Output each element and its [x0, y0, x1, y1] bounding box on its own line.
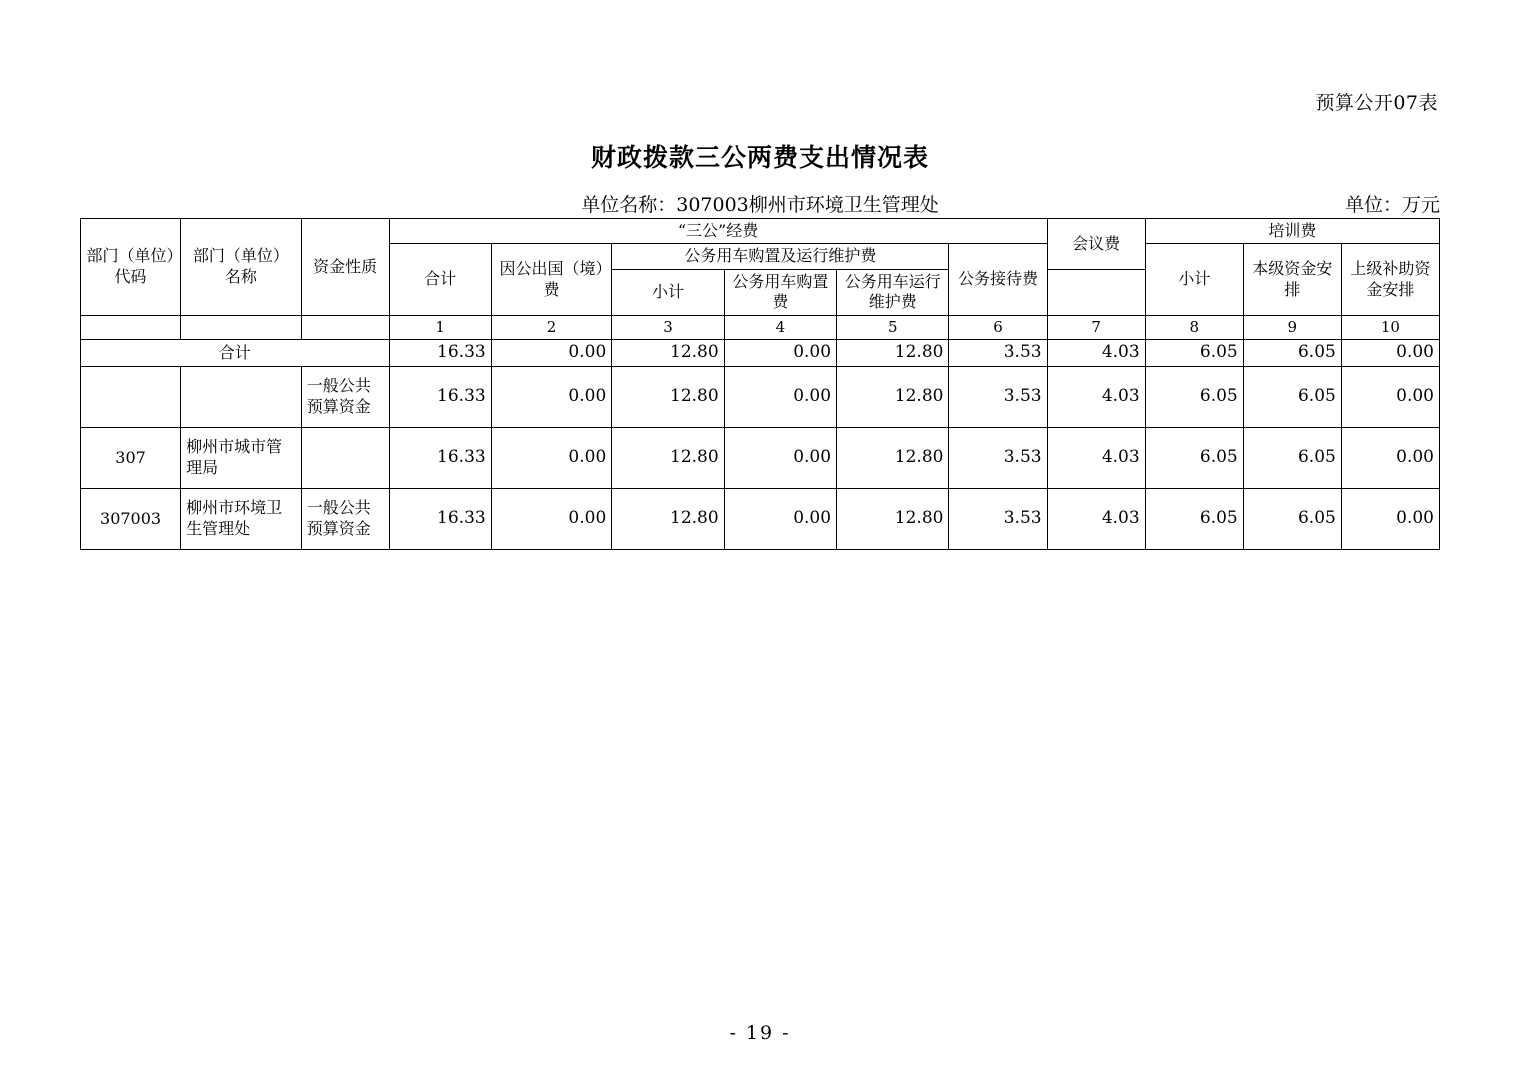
cell-training-sub: 6.05: [1145, 488, 1243, 549]
cell-dept-code: [81, 366, 181, 427]
col-meeting: 会议费: [1047, 219, 1145, 270]
cell-vehicle-purchase: 0.00: [724, 488, 836, 549]
row-total-label: 合计: [81, 340, 390, 367]
colnum-5: 5: [837, 315, 949, 339]
col-group-vehicle: 公务用车购置及运行维护费: [612, 244, 949, 269]
cell-meeting: 4.03: [1047, 488, 1145, 549]
cell-training-local: 6.05: [1243, 340, 1341, 367]
cell-dept-name: [181, 366, 302, 427]
cell-meeting: 4.03: [1047, 366, 1145, 427]
cell-meeting: 4.03: [1047, 340, 1145, 367]
colnum-1: 1: [389, 315, 491, 339]
col-training-local: 本级资金安排: [1243, 244, 1341, 315]
col-dept-name: 部门（单位）名称: [181, 219, 302, 316]
col-abroad: 因公出国（境）费: [491, 244, 612, 315]
table-row: [81, 427, 1440, 488]
cell-fund-nature: 一般公共预算资金: [301, 488, 389, 549]
cell-training-upper: 0.00: [1341, 427, 1439, 488]
cell-reception: 3.53: [949, 366, 1047, 427]
cell-training-local: 6.05: [1243, 427, 1341, 488]
col-vehicle-sub: 小计: [612, 269, 724, 315]
unit-name-label: 单位名称：307003柳州市环境卫生管理处: [581, 194, 939, 216]
col-vehicle-operate: 公务用车运行维护费: [837, 269, 949, 315]
form-code-label: 预算公开07表: [1315, 92, 1438, 114]
page-title: 财政拨款三公两费支出情况表: [590, 143, 929, 172]
cell-dept-code: 307003: [81, 488, 181, 549]
col-total: 合计: [389, 244, 491, 315]
cell-total: 16.33: [389, 366, 491, 427]
cell-abroad: 0.00: [491, 427, 612, 488]
col-fund-nature: 资金性质: [301, 219, 389, 316]
cell-training-sub: 6.05: [1145, 340, 1243, 367]
cell-vehicle-purchase: 0.00: [724, 427, 836, 488]
cell-vehicle-operate: 12.80: [837, 366, 949, 427]
cell-vehicle-sub: 12.80: [612, 366, 724, 427]
cell-fund-nature: [301, 427, 389, 488]
subtitle-row: [80, 190, 1440, 216]
col-vehicle-purchase: 公务用车购置费: [724, 269, 836, 315]
colnum-10: 10: [1341, 315, 1439, 339]
cell-fund-nature: 一般公共预算资金: [301, 366, 389, 427]
cell-meeting: 4.03: [1047, 427, 1145, 488]
cell-vehicle-purchase: 0.00: [724, 366, 836, 427]
cell-training-sub: 6.05: [1145, 427, 1243, 488]
colnum-fund-nature: [301, 315, 389, 339]
cell-training-upper: 0.00: [1341, 366, 1439, 427]
table-row: [81, 366, 1440, 427]
table-column-number-row: [81, 315, 1440, 339]
page-number: - 19 -: [729, 1022, 791, 1044]
cell-vehicle-operate: 12.80: [837, 488, 949, 549]
table-header-row-1: [81, 219, 1440, 244]
unit-measure-label: 单位：万元: [1344, 194, 1440, 216]
cell-training-local: 6.05: [1243, 366, 1341, 427]
cell-dept-name: 柳州市环境卫生管理处: [181, 488, 302, 549]
colnum-dept-code: [81, 315, 181, 339]
cell-abroad: 0.00: [491, 340, 612, 367]
cell-vehicle-sub: 12.80: [612, 340, 724, 367]
budget-table: [80, 218, 1440, 550]
col-training-sub: 小计: [1145, 244, 1243, 315]
cell-vehicle-operate: 12.80: [837, 427, 949, 488]
cell-training-upper: 0.00: [1341, 340, 1439, 367]
cell-reception: 3.53: [949, 488, 1047, 549]
cell-total: 16.33: [389, 340, 491, 367]
cell-dept-code: 307: [81, 427, 181, 488]
cell-training-local: 6.05: [1243, 488, 1341, 549]
colnum-3: 3: [612, 315, 724, 339]
table-row: [81, 488, 1440, 549]
cell-training-sub: 6.05: [1145, 366, 1243, 427]
table-body: [81, 340, 1440, 550]
colnum-2: 2: [491, 315, 612, 339]
cell-training-upper: 0.00: [1341, 488, 1439, 549]
colnum-6: 6: [949, 315, 1047, 339]
col-reception: 公务接待费: [949, 244, 1047, 315]
cell-dept-name: 柳州市城市管理局: [181, 427, 302, 488]
col-training-upper: 上级补助资金安排: [1341, 244, 1439, 315]
cell-vehicle-sub: 12.80: [612, 427, 724, 488]
colnum-9: 9: [1243, 315, 1341, 339]
cell-vehicle-operate: 12.80: [837, 340, 949, 367]
col-group-sangong: “三公”经费: [389, 219, 1047, 244]
cell-vehicle-purchase: 0.00: [724, 340, 836, 367]
table-row: [81, 340, 1440, 367]
colnum-dept-name: [181, 315, 302, 339]
col-group-training: 培训费: [1145, 219, 1439, 244]
colnum-8: 8: [1145, 315, 1243, 339]
cell-total: 16.33: [389, 427, 491, 488]
cell-reception: 3.53: [949, 340, 1047, 367]
cell-total: 16.33: [389, 488, 491, 549]
cell-abroad: 0.00: [491, 488, 612, 549]
cell-reception: 3.53: [949, 427, 1047, 488]
colnum-7: 7: [1047, 315, 1145, 339]
col-dept-code: 部门（单位）代码: [81, 219, 181, 316]
cell-vehicle-sub: 12.80: [612, 488, 724, 549]
cell-abroad: 0.00: [491, 366, 612, 427]
colnum-4: 4: [724, 315, 836, 339]
